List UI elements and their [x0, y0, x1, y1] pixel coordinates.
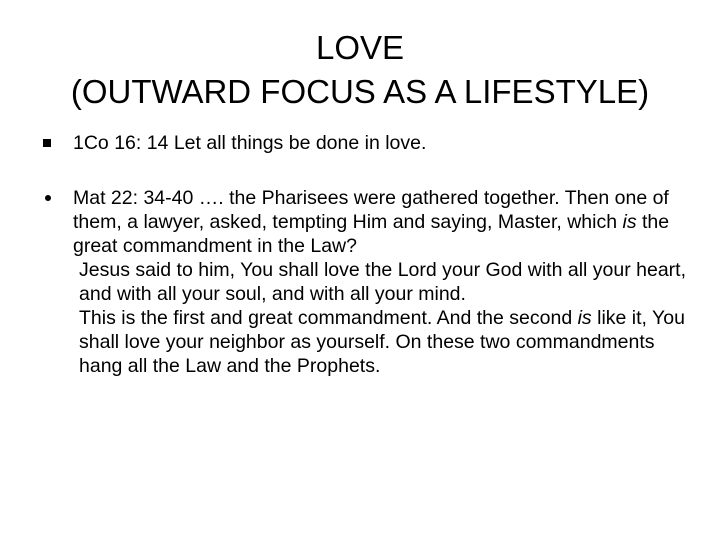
matthew-p3-italic: is: [577, 307, 592, 329]
title-line-1: LOVE: [315, 29, 405, 66]
matthew-p3-part-b: like it, You shall love your neighbor as yourself. On these two commandments hang all the Law and the Prophets.: [79, 307, 685, 377]
matthew-p1-part-b: the great commandment in the Law?: [73, 211, 670, 257]
bullet-corinthians: [40, 131, 690, 155]
square-bullet-icon: [43, 139, 51, 147]
matthew-paragraph-3: [73, 306, 690, 378]
matthew-paragraph-1: [73, 186, 690, 258]
bullet-corinthians-text: 1Co 16: 14 Let all things be done in love.: [73, 132, 427, 154]
matthew-p1-italic: is: [622, 211, 637, 233]
matthew-p1-part-a: Mat 22: 34-40 …. the Pharisees were gathered together. Then one of them, a lawyer, asked, tempting Him and saying, Master, which: [73, 187, 669, 233]
round-bullet-icon: [45, 195, 51, 201]
matthew-p3-part-a: This is the first and great commandment. And the second: [79, 307, 578, 329]
bullet-matthew-text: [73, 186, 690, 378]
matthew-paragraph-2: Jesus said to him, You shall love the Lord your God with all your heart, and with all your soul, and with all your mind.: [79, 259, 687, 305]
title-line-2: (OUTWARD FOCUS AS A LIFESTYLE): [70, 73, 650, 110]
bullet-matthew: [40, 186, 690, 378]
slide-title: [40, 26, 680, 114]
